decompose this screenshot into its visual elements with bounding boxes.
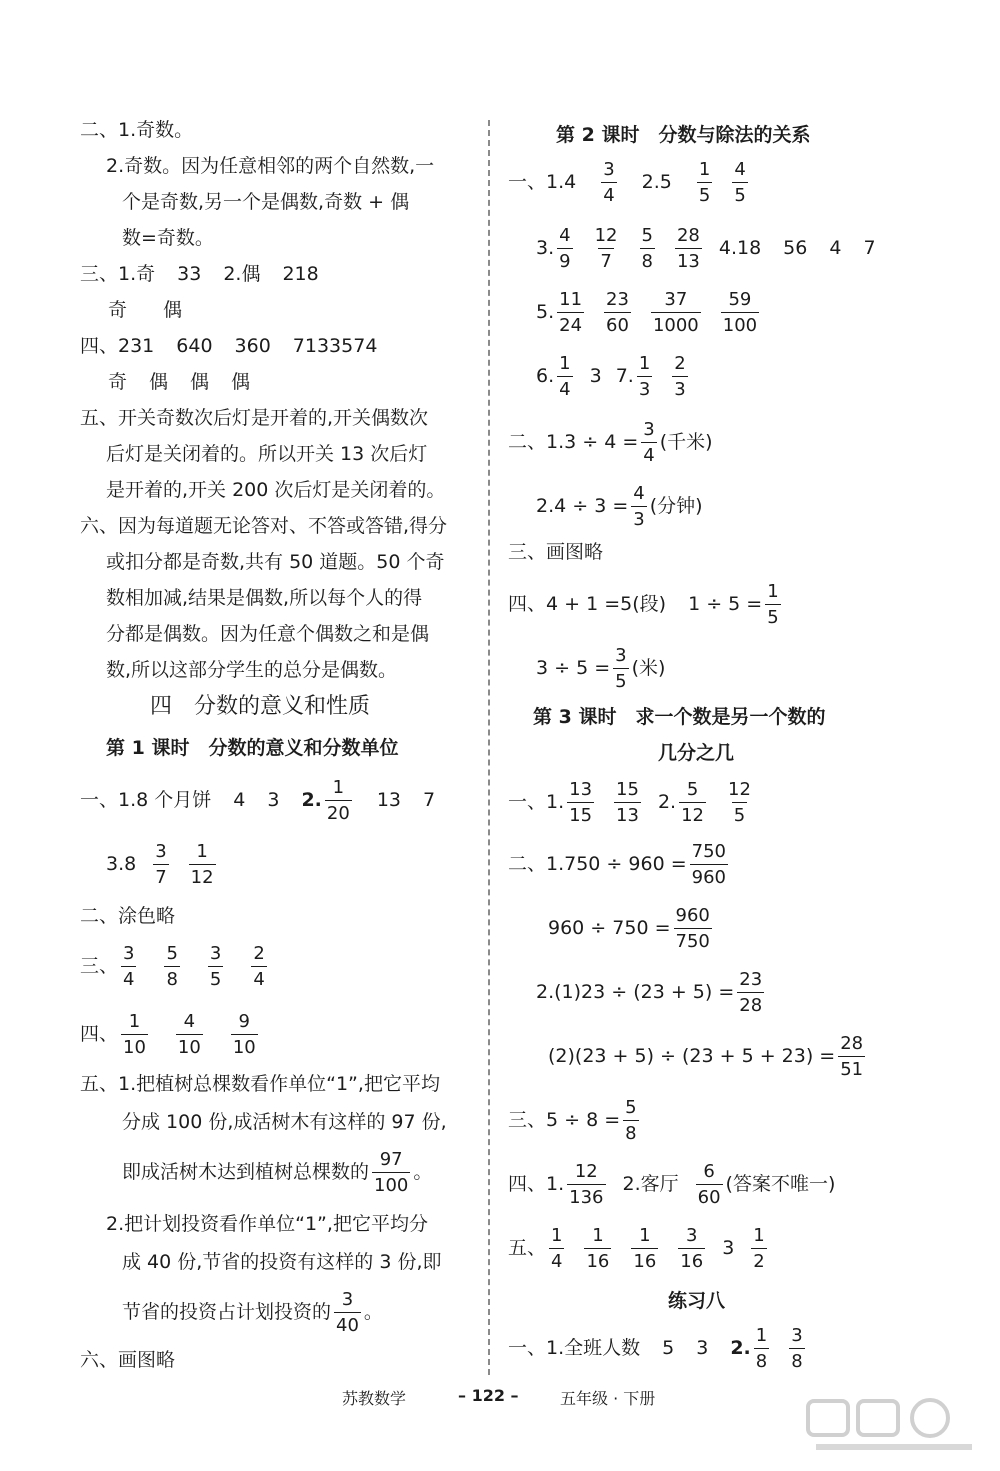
fraction: $\frac{1}{5}$ [698,158,711,206]
fraction: $\frac{13}{15}$ [569,778,593,826]
answer-line: 6. $\frac{1}{4}$ 3 7. $\frac{1}{3}$ $\frac{2}{3}$ [536,352,686,400]
fraction: $\frac{3}{5}$ [615,644,627,692]
answer-line: 5. $\frac{11}{24}$ $\frac{23}{60}$ $\frac{37}{1000}$ $\frac{59}{100}$ [536,288,758,336]
answer-line: 二、涂色略 [80,905,176,927]
answer-line: 个是奇数,另一个是偶数,奇数 + 偶 [122,191,410,213]
fraction: $\frac{1}{4}$ [551,1224,563,1272]
exercise-title: 练习八 [668,1290,726,1312]
answer-line: 一、1.4 $\frac{3}{4}$ 2.5 $\frac{1}{5}$ $\frac{4}{5}$ [508,158,746,206]
fraction: $\frac{11}{24}$ [559,288,583,336]
fraction: $\frac{23}{28}$ [739,968,763,1016]
answer-line: 三、画图略 [508,541,604,563]
page-number: – 122 – [458,1386,519,1405]
answer-line: 一、1.全班人数 5 3 2. $\frac{1}{8}$ $\frac{3}{8}$ [508,1324,803,1372]
fraction: $\frac{4}{5}$ [734,158,746,206]
column-divider [488,120,490,1375]
answer-line: 2.把计划投资看作单位“1”,把它平均分 [106,1213,428,1235]
footer-grade: 五年级 · 下册 [560,1389,656,1408]
answer-line: 三、 $\frac{3}{4}$ $\frac{5}{8}$ $\frac{3}{5}$ $\frac{2}{4}$ [80,942,265,990]
lesson-title: 第 1 课时 分数的意义和分数单位 [106,737,399,759]
fraction: $\frac{37}{1000}$ [652,288,699,336]
lesson-title-cont: 几分之几 [658,742,735,764]
answer-line: 2.4 ÷ 3 = $\frac{4}{3}$ (分钟) [536,482,703,530]
fraction: $\frac{12}{7}$ [594,224,618,272]
fraction: $\frac{1}{16}$ [633,1224,657,1272]
answer-line: 即成活树木达到植树总棵数的 $\frac{97}{100}$ 。 [122,1148,433,1196]
fraction: $\frac{750}{960}$ [691,840,726,888]
fraction: $\frac{28}{13}$ [676,224,700,272]
fraction: $\frac{4}{9}$ [559,224,571,272]
fraction: $\frac{1}{20}$ [326,776,350,824]
answer-line: 一、1. $\frac{13}{15}$ $\frac{15}{13}$ 2. $\frac{5}{12}$ $\frac{12}{5}$ [508,778,751,826]
answer-line: 五、 $\frac{1}{4}$ $\frac{1}{16}$ $\frac{1}{16}$ $\frac{3}{16}$ 3 $\frac{1}{2}$ [508,1224,765,1272]
answer-line: 3. $\frac{4}{9}$ $\frac{12}{7}$ $\frac{5}{8}$ $\frac{28}{13}$ 4.18 56 4 7 [536,224,876,272]
answer-line: 2.奇数。因为任意相邻的两个自然数,一 [106,155,435,177]
fraction: $\frac{1}{10}$ [123,1010,146,1058]
fraction: $\frac{5}{8}$ [166,942,178,990]
fraction: $\frac{23}{60}$ [606,288,629,336]
answer-line: 一、1.8 个月饼 4 3 2. $\frac{1}{20}$ 13 7 [80,776,436,824]
fraction: $\frac{1}{12}$ [190,840,214,888]
fraction: $\frac{3}{4}$ [643,418,655,466]
answer-line: 四、 $\frac{1}{10}$ $\frac{4}{10}$ $\frac{9}{10}$ [80,1010,256,1058]
answer-line: 分都是偶数。因为任意个偶数之和是偶 [106,623,430,645]
answer-line: 2.(1)23 ÷ (23 + 5) = $\frac{23}{28}$ [536,968,763,1016]
watermark-logo [800,1395,980,1461]
footer-book-title: 苏教数学 [342,1389,407,1408]
answer-line: 分成 100 份,成活树木有这样的 97 份, [122,1111,447,1133]
answer-line: 后灯是关闭着的。所以开关 13 次后灯 [106,443,428,465]
answer-line: 或扣分都是奇数,共有 50 道题。50 个奇 [106,551,445,573]
answer-line: 3 ÷ 5 = $\frac{3}{5}$ (米) [536,644,666,692]
fraction: $\frac{1}{2}$ [753,1224,765,1272]
answer-line: 节省的投资占计划投资的 $\frac{3}{40}$ 。 [122,1288,383,1336]
fraction: $\frac{1}{4}$ [559,352,571,400]
fraction: $\frac{2}{4}$ [253,942,265,990]
fraction: $\frac{5}{8}$ [641,224,653,272]
fraction: $\frac{12}{5}$ [728,778,751,826]
answer-line: 奇 偶 [108,299,183,321]
fraction: $\frac{15}{13}$ [616,778,639,826]
fraction: $\frac{2}{3}$ [674,352,686,400]
fraction: $\frac{1}{16}$ [586,1224,610,1272]
fraction: $\frac{4}{10}$ [177,1010,201,1058]
answer-line: 三、1.奇 33 2.偶 218 [80,263,319,285]
answer-line: 六、画图略 [80,1349,176,1371]
fraction: $\frac{960}{750}$ [675,904,710,952]
answer-line: 五、开关奇数次后灯是开着的,开关偶数次 [80,407,429,429]
fraction: $\frac{97}{100}$ [374,1148,409,1196]
fraction: $\frac{1}{8}$ [755,1324,768,1372]
lesson-title: 第 3 课时 求一个数是另一个数的 [533,706,826,728]
fraction: $\frac{3}{7}$ [155,840,167,888]
answer-line: 五、1.把植树总棵数看作单位“1”,把它平均 [80,1073,440,1095]
answer-line: (2)(23 + 5) ÷ (23 + 5 + 23) = $\frac{28}{51}$ [548,1032,864,1080]
fraction: $\frac{1}{5}$ [767,580,779,628]
answer-line: 六、因为每道题无论答对、不答或答错,得分 [80,515,448,537]
answer-line: 二、1.750 ÷ 960 = $\frac{750}{960}$ [508,840,726,888]
fraction: $\frac{9}{10}$ [232,1010,256,1058]
answer-line: 二、1.奇数。 [80,119,194,141]
lesson-title: 第 2 课时 分数与除法的关系 [556,124,811,146]
answer-line: 二、1.3 ÷ 4 = $\frac{3}{4}$ (千米) [508,418,713,466]
unit-title: 四 分数的意义和性质 [150,694,371,719]
answer-line: 是开着的,开关 200 次后灯是关闭着的。 [106,479,446,501]
answer-line: 数,所以这部分学生的总分是偶数。 [106,659,398,681]
answer-line: 成 40 份,节省的投资有这样的 3 份,即 [122,1251,442,1273]
fraction: $\frac{28}{51}$ [840,1032,864,1080]
fraction: $\frac{5}{8}$ [625,1096,637,1144]
answer-line: 奇 偶 偶 偶 [108,371,251,393]
fraction: $\frac{3}{4}$ [123,942,135,990]
fraction: $\frac{12}{136}$ [569,1160,604,1208]
fraction: $\frac{1}{3}$ [638,352,651,400]
answer-line: 数相加减,结果是偶数,所以每个人的得 [106,587,423,609]
answer-line: 三、5 ÷ 8 = $\frac{5}{8}$ [508,1096,637,1144]
answer-line: 四、231 640 360 7133574 [80,335,378,357]
fraction: $\frac{5}{12}$ [681,778,704,826]
fraction: $\frac{6}{60}$ [697,1160,721,1208]
fraction: $\frac{3}{5}$ [209,942,222,990]
fraction: $\frac{3}{40}$ [336,1288,359,1336]
answer-line: 数=奇数。 [122,227,214,249]
fraction: $\frac{59}{100}$ [722,288,758,336]
answer-line: 四、1. $\frac{12}{136}$ 2.客厅 $\frac{6}{60}$ (答案不唯一) [508,1160,836,1208]
answer-line: 960 ÷ 750 = $\frac{960}{750}$ [548,904,710,952]
fraction: $\frac{3}{4}$ [603,158,615,206]
fraction: $\frac{3}{8}$ [791,1324,803,1372]
fraction: $\frac{3}{16}$ [680,1224,704,1272]
answer-line: 四、4 + 1 =5(段) 1 ÷ 5 = $\frac{1}{5}$ [508,580,779,628]
fraction: $\frac{4}{3}$ [633,482,645,530]
answer-line: 3.8 $\frac{3}{7}$ $\frac{1}{12}$ [106,840,214,888]
